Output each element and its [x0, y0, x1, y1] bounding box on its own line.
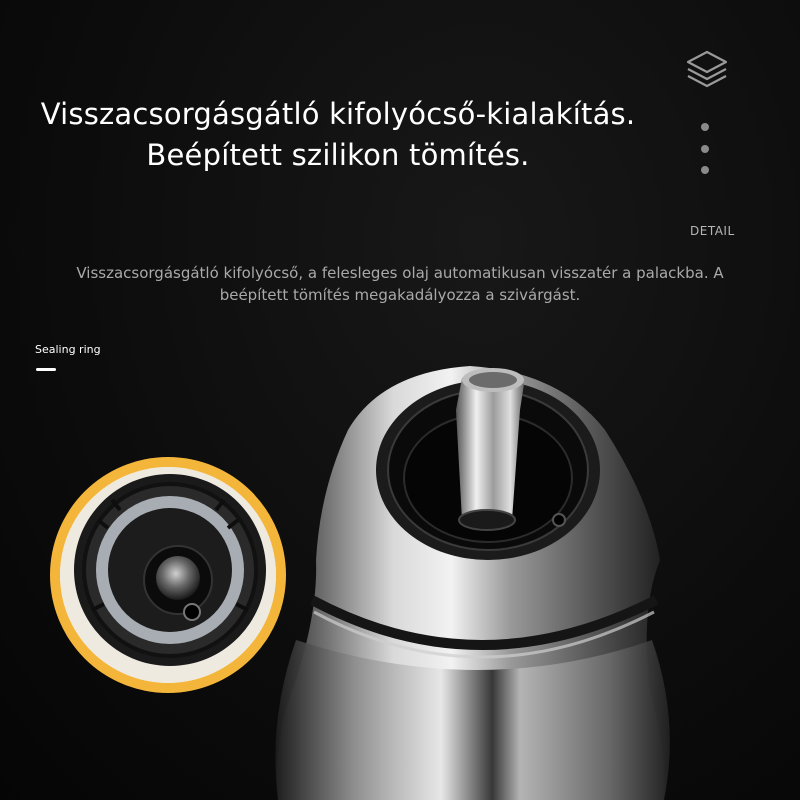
nav-dot-3 [701, 166, 709, 174]
headline-line-2: Beépített szilikon tömítés. [146, 138, 530, 172]
description [40, 262, 760, 306]
sealing-ring-label: Sealing ring [35, 343, 101, 356]
headline-line-1: Visszacsorgásgátló kifolyócső-kialakítás. [40, 97, 636, 131]
description-line-1: Visszacsorgásgátló kifolyócső, a felesleges olaj automatikusan visszatér a palackba. A [76, 264, 724, 282]
layers-icon [684, 48, 730, 92]
detail-label: DETAIL [690, 224, 735, 238]
nav-dot-2 [701, 145, 709, 153]
label-underline [36, 368, 56, 371]
nav-dot-1 [701, 123, 709, 131]
description-line-2: beépített tömítés megakadályozza a szivárgást. [219, 286, 581, 304]
